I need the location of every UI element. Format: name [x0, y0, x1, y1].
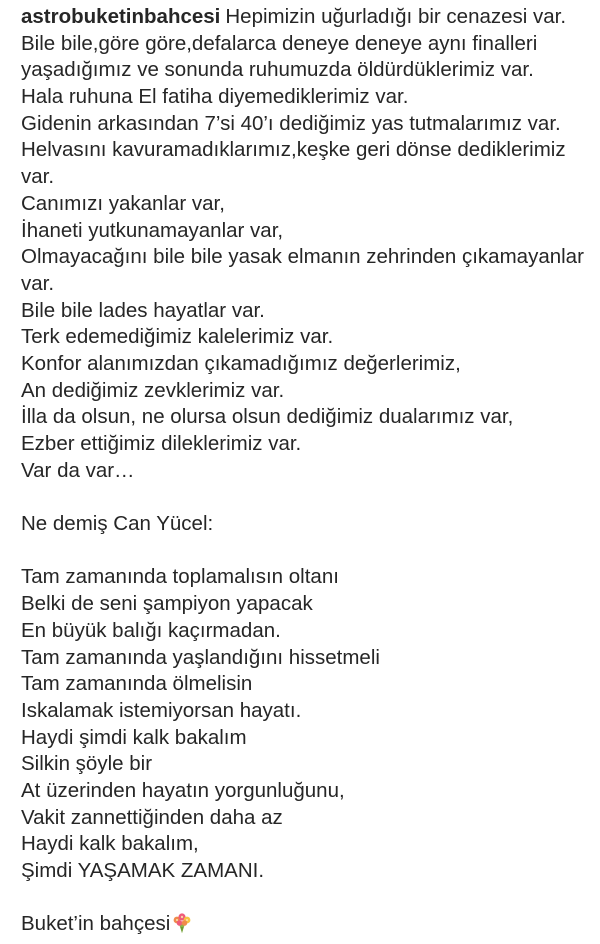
caption-line: Bile bile lades hayatlar var.: [21, 298, 265, 322]
caption-line: Tam zamanında toplamalısın oltanı: [21, 565, 339, 589]
caption-line: Silkin şöyle bir: [21, 752, 153, 776]
blank-line: [21, 484, 591, 511]
blank-line: [21, 538, 591, 565]
caption-line: İhaneti yutkunamayanlar var,: [21, 218, 284, 242]
caption-line: Bile bile,göre göre,defalarca deneye deneye aynı finalleri: [21, 31, 538, 55]
caption-line: Iskalamak istemiyorsan hayatı.: [21, 698, 302, 722]
caption-line: An dediğimiz zevklerimiz var.: [21, 378, 285, 402]
caption-line: Vakit zannettiğinden daha az: [21, 805, 283, 829]
caption-line: Hala ruhuna El fatiha diyemediklerimiz var.: [21, 85, 409, 109]
caption-line: Tam zamanında yaşlandığını hissetmeli: [21, 645, 380, 669]
caption-line: Canımızı yakanlar var,: [21, 191, 225, 215]
caption-line: var.: [21, 165, 55, 189]
signature-text: Buket’in bahçesi: [21, 912, 171, 936]
caption-line: Konfor alanımızdan çıkamadığımız değerlerimiz,: [21, 351, 461, 375]
caption-line: Terk edemediğimiz kalelerimiz var.: [21, 325, 334, 349]
blank-line: [21, 885, 591, 912]
username-link[interactable]: astrobuketinbahcesi: [21, 5, 221, 28]
caption-line: Haydi kalk bakalım,: [21, 832, 199, 856]
caption-line: En büyük balığı kaçırmadan.: [21, 618, 281, 642]
caption-line: yaşadığımız ve sonunda ruhumuzda öldürdüklerimiz var.: [21, 58, 534, 82]
caption-line: Ezber ettiğimiz dileklerimiz var.: [21, 432, 302, 455]
caption-line: Belki de seni şampiyon yapacak: [21, 592, 313, 616]
caption-line: Tam zamanında ölmelisin: [21, 672, 253, 696]
caption-line: Olmayacağını bile bile yasak elmanın zehrinden çıkamayanlar: [21, 245, 584, 269]
signature-line: [21, 911, 591, 938]
bouquet-icon: [171, 912, 193, 934]
caption-line: [21, 4, 591, 31]
caption-line: Şimdi YAŞAMAK ZAMANI.: [21, 859, 265, 882]
caption-line: Helvasını kavuramadıklarımız,keşke geri dönse dediklerimiz: [21, 138, 566, 162]
caption-line: var.: [21, 271, 55, 295]
caption-line: At üzerinden hayatın yorgunluğunu,: [21, 778, 345, 802]
caption-text: Hepimizin uğurladığı bir cenazesi var.: [225, 5, 567, 28]
caption-line: Ne demiş Can Yücel:: [21, 512, 214, 536]
caption-line: İlla da olsun, ne olursa olsun dediğimiz dualarımız var,: [21, 405, 514, 429]
caption-line: Var da var…: [21, 458, 135, 482]
post-caption: [21, 4, 591, 938]
caption-line: Haydi şimdi kalk bakalım: [21, 725, 247, 749]
caption-line: Gidenin arkasından 7’si 40’ı dediğimiz yas tutmalarımız var.: [21, 111, 561, 135]
